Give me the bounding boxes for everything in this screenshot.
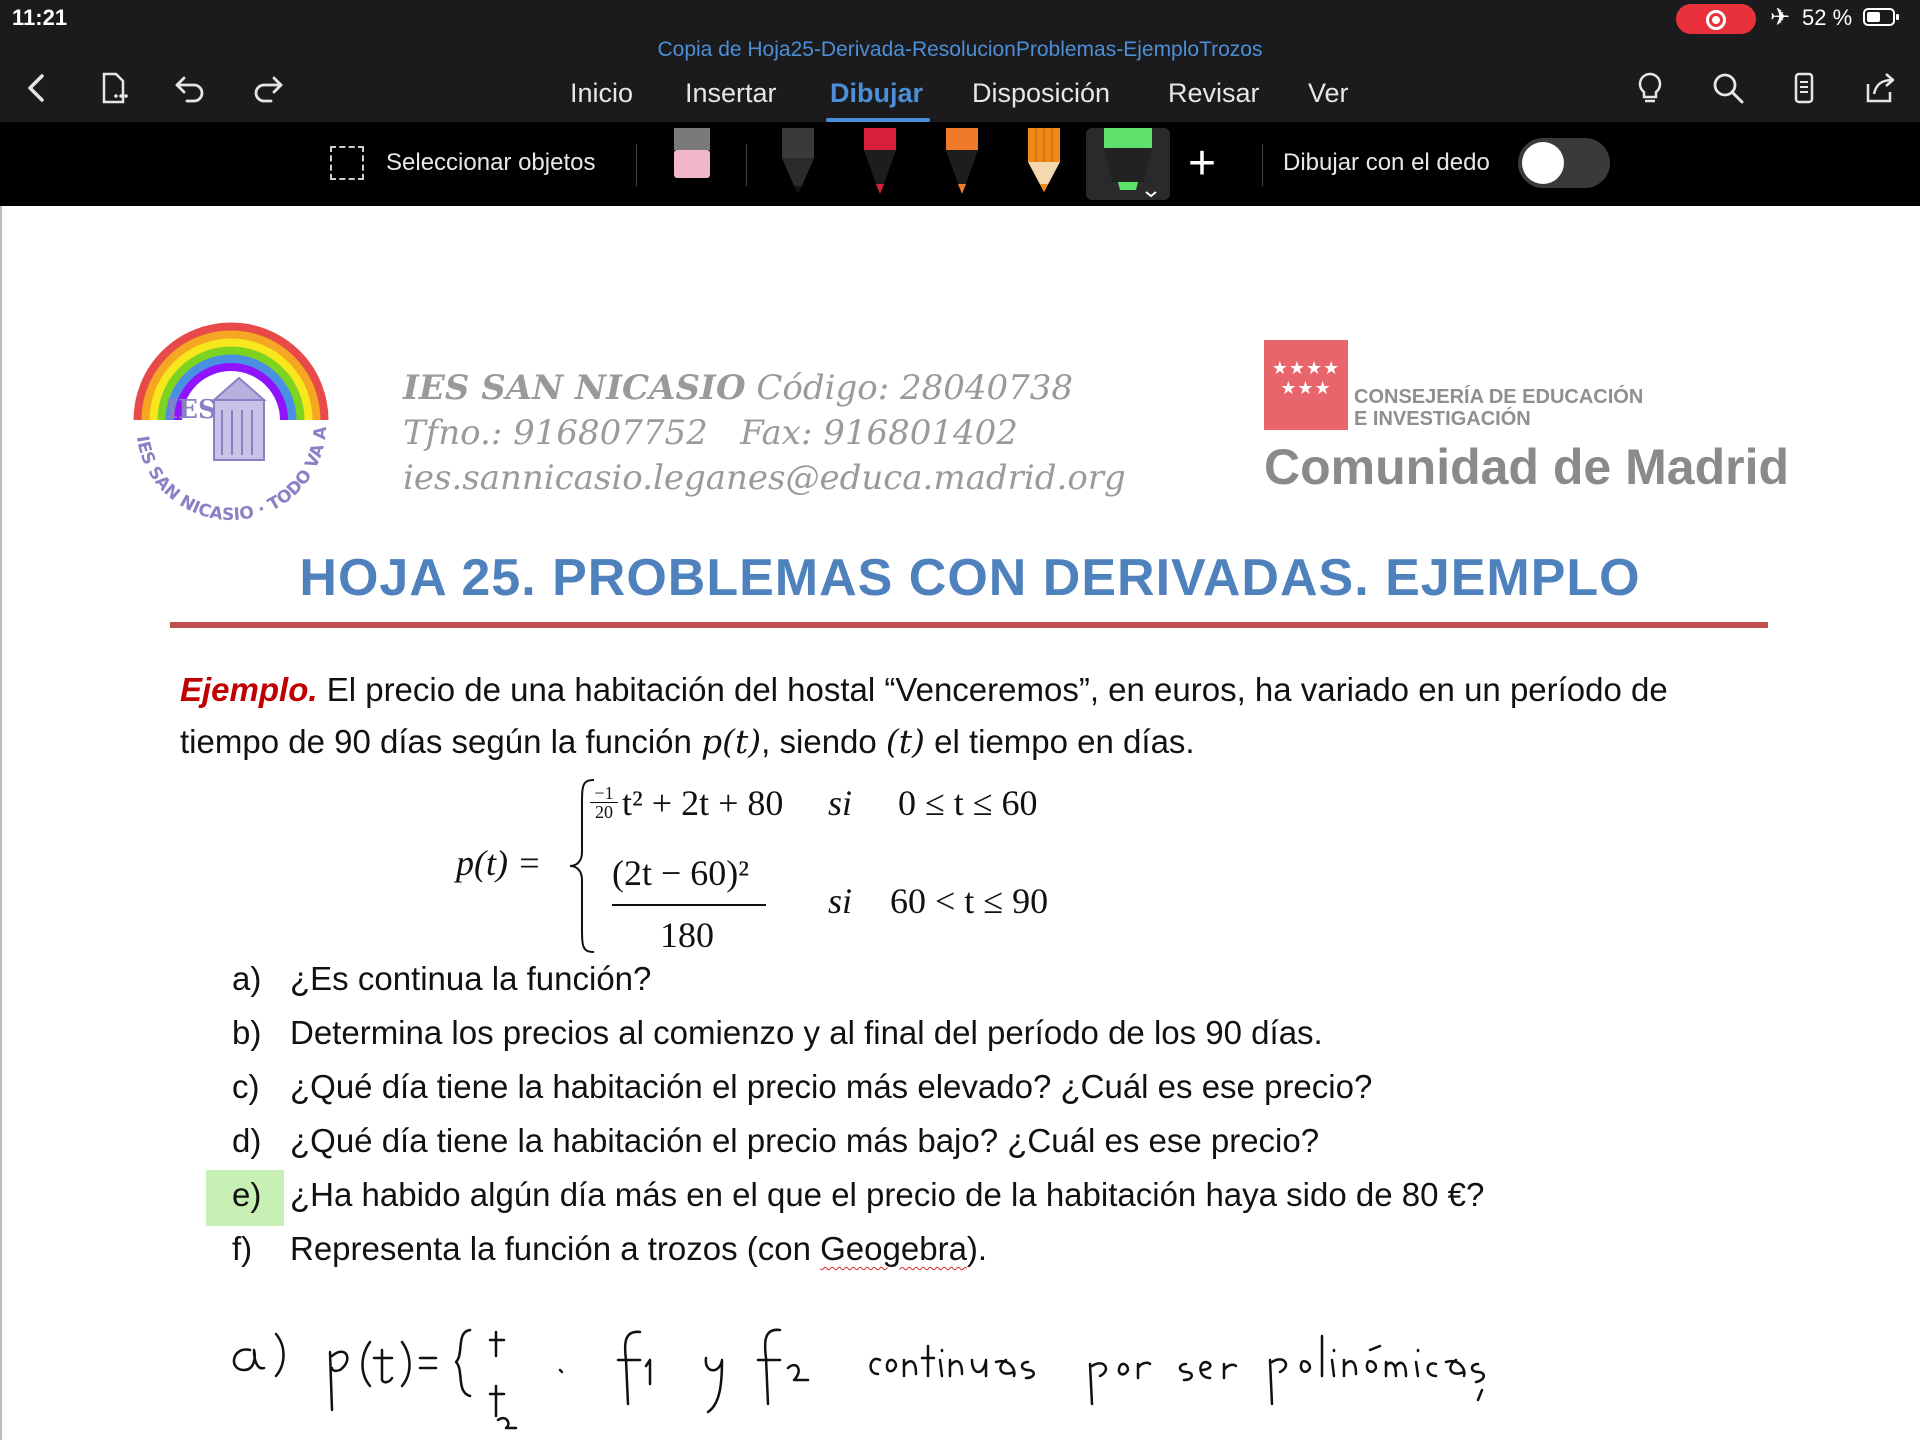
example-label: Ejemplo.: [180, 671, 318, 708]
stars-icon: ★★★★ ★★★: [1271, 358, 1341, 398]
battery-icon: [1863, 8, 1895, 26]
status-bar: [0, 0, 1920, 36]
variable-symbol: (t): [885, 722, 925, 761]
row1-expression: t² + 2t + 80: [622, 783, 784, 823]
draw-with-finger-label: Dibujar con el dedo: [1283, 149, 1490, 176]
row1-fraction: −1 20: [590, 784, 618, 821]
function-symbol: p(t): [701, 722, 762, 761]
toolbar-divider: [636, 144, 637, 186]
school-email[interactable]: ies.sannicasio.leganes@educa.madrid.org: [403, 458, 1126, 498]
school-fax: Fax: 916801402: [740, 413, 1018, 453]
row2-denominator: 180: [660, 915, 714, 955]
tab-revisar[interactable]: Revisar: [1168, 78, 1260, 108]
status-time: 11:21: [12, 5, 68, 30]
school-contact: [403, 366, 1126, 501]
intro-text-2b: , siendo: [761, 723, 886, 760]
lightbulb-icon[interactable]: [1630, 68, 1670, 108]
intro-text-2c: el tiempo en días.: [924, 723, 1195, 760]
intro-text-2a: tiempo de 90 días según la función: [180, 723, 702, 760]
search-icon[interactable]: [1708, 68, 1748, 108]
school-logo: [126, 320, 336, 530]
function-lhs: p(t) =: [456, 843, 542, 883]
consejeria-label: CONSEJERÍA DE EDUCACIÓN E INVESTIGACIÓN: [1354, 386, 1644, 430]
tab-ver[interactable]: Ver: [1308, 78, 1349, 108]
school-code: Código: 28040738: [756, 368, 1074, 408]
add-pen-icon[interactable]: +: [1188, 137, 1217, 190]
app-header: [0, 0, 1920, 122]
tab-inicio[interactable]: Inicio: [570, 78, 634, 108]
page-title: HOJA 25. PROBLEMAS CON DERIVADAS. EJEMPLO: [299, 549, 1641, 607]
tab-dibujar[interactable]: Dibujar: [830, 78, 924, 108]
row2-si: si: [828, 881, 853, 921]
toolbar-divider: [746, 144, 747, 186]
document-title[interactable]: Copia de Hoja25-Derivada-ResolucionProblemas-EjemploTrozos: [657, 38, 1263, 61]
comunidad-madrid-logo: [1264, 340, 1348, 430]
title-divider: [170, 622, 1768, 628]
black-pen-icon[interactable]: [774, 128, 822, 200]
pencil-icon[interactable]: [1020, 128, 1068, 200]
intro-text-1: El precio de una habitación del hostal “Venceremos”, en euros, ha variado en un período de: [317, 671, 1668, 708]
geogebra-word[interactable]: Geogebra: [820, 1230, 967, 1267]
logo-text: IES: [166, 395, 217, 425]
handwritten-annotation[interactable]: [220, 1320, 1520, 1440]
row2-condition: 60 < t ≤ 90: [890, 881, 1049, 921]
tab-insertar[interactable]: Insertar: [685, 78, 777, 108]
draw-with-finger-toggle[interactable]: [1518, 138, 1610, 188]
school-name: IES SAN NICASIO: [403, 368, 746, 408]
row2-numerator: (2t − 60)²: [612, 853, 750, 893]
red-pen-icon[interactable]: [856, 128, 904, 200]
mobile-view-icon[interactable]: [1784, 68, 1824, 108]
share-icon[interactable]: [1860, 68, 1900, 108]
battery-percentage: 52 %: [1802, 5, 1853, 30]
toolbar-divider: [1262, 144, 1263, 186]
row1-condition: 0 ≤ t ≤ 60: [898, 783, 1038, 823]
row1-si: si: [828, 783, 853, 823]
piecewise-function: [456, 776, 1096, 956]
tab-disposicion[interactable]: Disposición: [972, 78, 1111, 108]
row2-fraction-bar: [612, 904, 766, 906]
comunidad-madrid-label: Comunidad de Madrid: [1264, 439, 1789, 495]
logo-motto: IES SAN NICASIO · TODO VA A: [131, 425, 332, 526]
problem-statement: [180, 664, 1780, 768]
green-highlighter-icon[interactable]: [1086, 128, 1170, 200]
select-objects-icon[interactable]: [330, 146, 364, 180]
orange-pen-icon[interactable]: [938, 128, 986, 200]
draw-toolbar: [0, 122, 1920, 206]
airplane-mode-icon: ✈: [1770, 4, 1791, 31]
school-phone: Tfno.: 916807752: [403, 413, 708, 453]
select-objects-button[interactable]: Seleccionar objetos: [386, 149, 596, 176]
screen-recording-indicator[interactable]: [1676, 4, 1756, 34]
eraser-icon[interactable]: [668, 128, 716, 200]
